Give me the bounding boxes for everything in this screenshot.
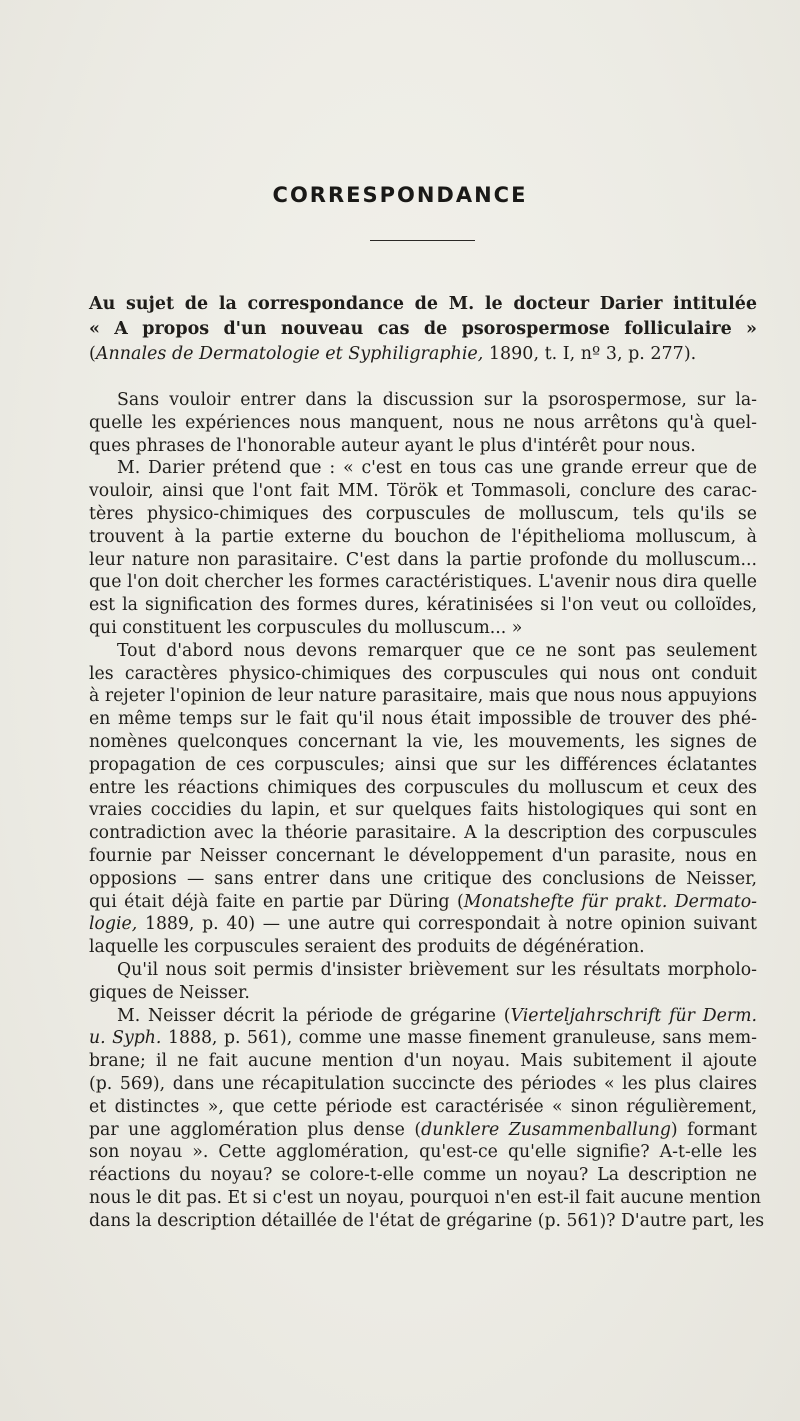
text-run: vraies coccidies du lapin, et sur quelques faits histologiques qui sont en: [89, 800, 757, 821]
text-line: [89, 526, 757, 549]
text-line: [89, 640, 757, 663]
text-run: 1888, p. 561), comme une masse finement granuleuse, sans mem-: [161, 1028, 758, 1049]
heading-citation: [89, 342, 757, 367]
text-run: à rejeter l'opinion de leur nature parasitaire, mais que nous nous appuyions: [89, 686, 757, 707]
text-run: 1889, p. 40) — une autre qui correspondait à notre opinion suivant: [137, 914, 757, 935]
text-line: [89, 982, 757, 1005]
text-line: [89, 891, 757, 914]
text-run: M. Neisser décrit la période de grégarine (: [117, 1005, 511, 1026]
text-run: nomènes quelconques concernant la vie, les mouvements, les signes de: [89, 731, 757, 752]
text-run: dans la description détaillée de l'état de grégarine (p. 561)? D'autre part, les: [89, 1210, 765, 1231]
text-run: vouloir, ainsi que l'ont fait MM. Török et Tommasoli, conclure des carac-: [89, 481, 757, 502]
text-line: [89, 480, 757, 503]
text-run: opposions — sans entrer dans une critique des conclusions de Neisser,: [89, 868, 757, 889]
text-run: que l'on doit chercher les formes caractéristiques. L'avenir nous dira quelle: [89, 572, 757, 593]
text-run: en même temps sur le fait qu'il nous était impossible de trouver des phé-: [89, 709, 757, 730]
text-line: [89, 708, 757, 731]
body-text: [89, 389, 765, 1232]
text-line: [89, 503, 757, 526]
text-line: [89, 1210, 765, 1233]
citation-open: (: [89, 344, 96, 364]
text-line: [89, 1096, 757, 1119]
text-run: tères physico-chimiques des corpuscules de molluscum, tels qu'ils se: [89, 503, 757, 524]
text-line: [89, 913, 757, 936]
text-run: et distinctes », que cette période est caractérisée « sinon régulièrement,: [89, 1096, 757, 1117]
text-line: [89, 959, 757, 982]
text-line: [89, 1141, 757, 1164]
text-line: [89, 822, 757, 845]
text-line: [89, 754, 757, 777]
text-run: ) formant: [670, 1119, 758, 1140]
text-run: les caractères physico-chimiques des corpuscules qui nous ont conduit: [89, 663, 757, 684]
text-line: [89, 1005, 757, 1028]
text-line: [89, 549, 757, 572]
text-run: giques de Neisser.: [89, 982, 250, 1003]
text-line: [89, 1073, 757, 1096]
italic-text: logie,: [89, 914, 138, 935]
text-line: [89, 1119, 757, 1142]
text-line: [89, 1027, 757, 1050]
title-rule: [370, 240, 475, 241]
text-run: Tout d'abord nous devons remarquer que ce ne sont pas seulement: [117, 640, 757, 661]
text-run: réactions du noyau? se colore-t-elle comme un noyau? La description ne: [89, 1165, 757, 1186]
citation-journal: Annales de Dermatologie et Syphiligraphie,: [95, 344, 484, 364]
text-run: Sans vouloir entrer dans la discussion sur la psorospermose, sur la-: [117, 390, 757, 410]
text-line: [89, 799, 757, 822]
text-run: nous le dit pas. Et si c'est un noyau, pourquoi n'en est-il fait aucune mention: [89, 1187, 762, 1208]
text-run: par une agglomération plus dense (: [89, 1119, 422, 1140]
text-run: est la signification des formes dures, kératinisées si l'on veut ou colloïdes,: [89, 595, 757, 616]
text-run: leur nature non parasitaire. C'est dans la partie profonde du molluscum...: [89, 549, 757, 570]
text-line: [89, 936, 757, 959]
text-run: contradiction avec la théorie parasitaire. A la description des corpuscules: [89, 823, 757, 844]
text-line: [89, 663, 757, 686]
text-run: brane; il ne fait aucune mention d'un noyau. Mais subitement il ajoute: [89, 1051, 757, 1072]
text-line: [89, 1164, 757, 1187]
text-line: [89, 777, 757, 800]
text-line: [89, 1050, 757, 1073]
text-line: [89, 571, 757, 594]
citation-details: 1890, t. I, nº 3, p. 277).: [483, 344, 697, 364]
text-line: [89, 845, 757, 868]
text-run: (p. 569), dans une récapitulation succincte des périodes « les plus claires: [89, 1073, 757, 1094]
text-run: trouvent à la partie externe du bouchon de l'épithelioma molluscum, à: [89, 526, 757, 547]
text-line: [89, 1187, 762, 1210]
text-run: Qu'il nous soit permis d'insister brièvement sur les résultats morpholo-: [117, 959, 757, 980]
text-run: qui constituent les corpuscules du molluscum... »: [89, 617, 523, 638]
text-line: [89, 594, 757, 617]
text-run: fournie par Neisser concernant le développement d'un parasite, nous en: [89, 845, 757, 866]
article-heading: [89, 292, 757, 367]
text-line: [89, 457, 757, 480]
text-line: [89, 617, 757, 640]
text-line: [89, 389, 757, 412]
text-line: [89, 435, 757, 458]
text-run: qui était déjà faite en partie par Düring (: [89, 891, 464, 912]
text-run: laquelle les corpuscules seraient des produits de dégénération.: [89, 937, 645, 958]
text-line: [89, 868, 757, 891]
text-run: entre les réactions chimiques des corpuscules du molluscum et ceux des: [89, 777, 757, 798]
italic-text: u. Syph.: [89, 1028, 162, 1049]
text-run: quelle les expériences nous manquent, nous ne nous arrêtons qu'à quel-: [89, 412, 757, 433]
heading-line-2: « A propos d'un nouveau cas de psorospermose folliculaire »: [89, 319, 757, 339]
heading-line-1: Au sujet de la correspondance de M. le docteur Darier intitulée: [89, 294, 757, 314]
italic-text: Vierteljahrschrift für Derm.: [510, 1005, 757, 1026]
text-line: [89, 731, 757, 754]
text-run: son noyau ». Cette agglomération, qu'est-ce qu'elle signifie? A-t-elle les: [89, 1142, 757, 1163]
text-run: ques phrases de l'honorable auteur ayant le plus d'intérêt pour nous.: [89, 435, 696, 456]
italic-text: dunklere Zusammenballung: [421, 1119, 671, 1140]
text-run: propagation de ces corpuscules; ainsi que sur les différences éclatantes: [89, 754, 757, 775]
text-line: [89, 412, 757, 435]
text-run: M. Darier prétend que : « c'est en tous cas une grande erreur que de: [117, 458, 757, 479]
italic-text: Monatshefte für prakt. Dermato-: [463, 891, 757, 912]
text-line: [89, 685, 757, 708]
page-title: CORRESPONDANCE: [272, 183, 528, 207]
